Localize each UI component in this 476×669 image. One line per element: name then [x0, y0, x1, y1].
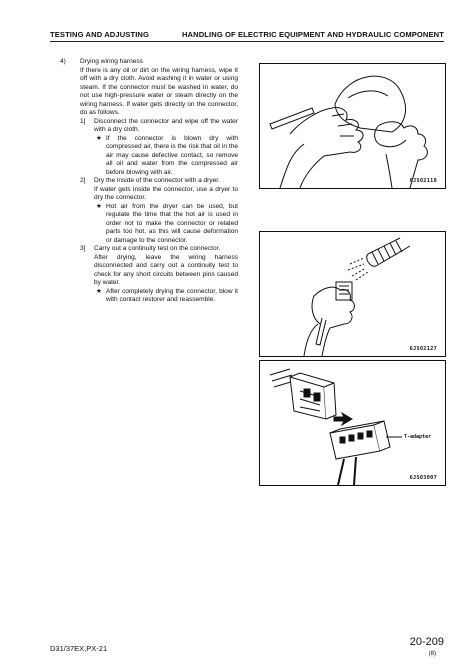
section-intro: If there is any oil or dirt on the wiring harness, wipe it off with a dry cloth. Avoid washing it in water or using steam. If the connector must be washed in water, do not use high-pressure water or steam directly on the wiring harness. If water gets directly on the connector, do as follows. — [80, 66, 238, 116]
star-icon: ★ — [96, 134, 102, 142]
header-rule — [50, 41, 444, 42]
header-chapter-title: HANDLING OF ELECTRIC EQUIPMENT AND HYDRAULIC COMPONENT — [181, 30, 444, 39]
step-note — [94, 288, 238, 305]
step-extra: After drying, leave the wiring harness disconnected and carry out a continuity test to check for any short circuits between pins caused by water. — [94, 253, 238, 286]
step-note — [94, 135, 238, 178]
step-2 — [80, 177, 238, 245]
dryer-illustration — [260, 232, 445, 356]
step-text: Disconnect the connector and wipe off the water with a dry cloth. — [94, 117, 238, 133]
figure-t-adapter — [259, 360, 446, 486]
star-icon: ★ — [96, 202, 102, 210]
step-text: Carry out a continuity test on the connector. — [94, 245, 221, 252]
section-drying-harness — [60, 58, 238, 305]
header-section-title: TESTING AND ADJUSTING — [50, 30, 149, 39]
note-text: If the connector is blown dry with compressed air, there is the risk that oil in the air may cause defective contact, so remove all oil and water from the compressed air before blowing with air. — [106, 134, 238, 176]
text-column — [60, 58, 238, 305]
figure-code: 6JS03007 — [409, 475, 437, 481]
t-adapter-illustration — [260, 361, 445, 485]
note-text: Hot air from the dryer can be used, but regulate the time that the hot air is used in order not to make the connector or related parts too hot, as this will cause deformation or damage to the connector. — [106, 202, 238, 244]
figure-wipe-connector — [259, 63, 446, 189]
step-3 — [80, 245, 238, 305]
note-text: After completely drying the connector, blow it with contact restorer and reassemble. — [106, 287, 238, 303]
page-revision: (8) — [428, 651, 436, 657]
t-adapter-label: T-adapter — [404, 434, 432, 440]
step-number: 3] — [80, 245, 86, 252]
figure-code: 6JS02118 — [409, 178, 437, 184]
star-icon: ★ — [96, 287, 102, 295]
step-number: 2] — [80, 177, 86, 184]
step-1 — [80, 118, 238, 178]
step-text: Dry the inside of the connector with a dryer. — [94, 177, 220, 184]
figure-dryer — [259, 231, 446, 357]
section-number: 4) — [60, 58, 66, 65]
figure-code: 6JS02127 — [409, 346, 437, 352]
section-title: Drying wiring harness — [80, 58, 143, 65]
step-number: 1] — [80, 117, 86, 125]
page-number: 20-209 — [409, 636, 444, 648]
step-extra: If water gets inside the connector, use a dryer to dry the connector. — [94, 185, 238, 201]
wipe-connector-illustration — [260, 64, 445, 188]
footer-model: D31/37EX,PX-21 — [50, 644, 108, 653]
step-note — [94, 203, 238, 246]
